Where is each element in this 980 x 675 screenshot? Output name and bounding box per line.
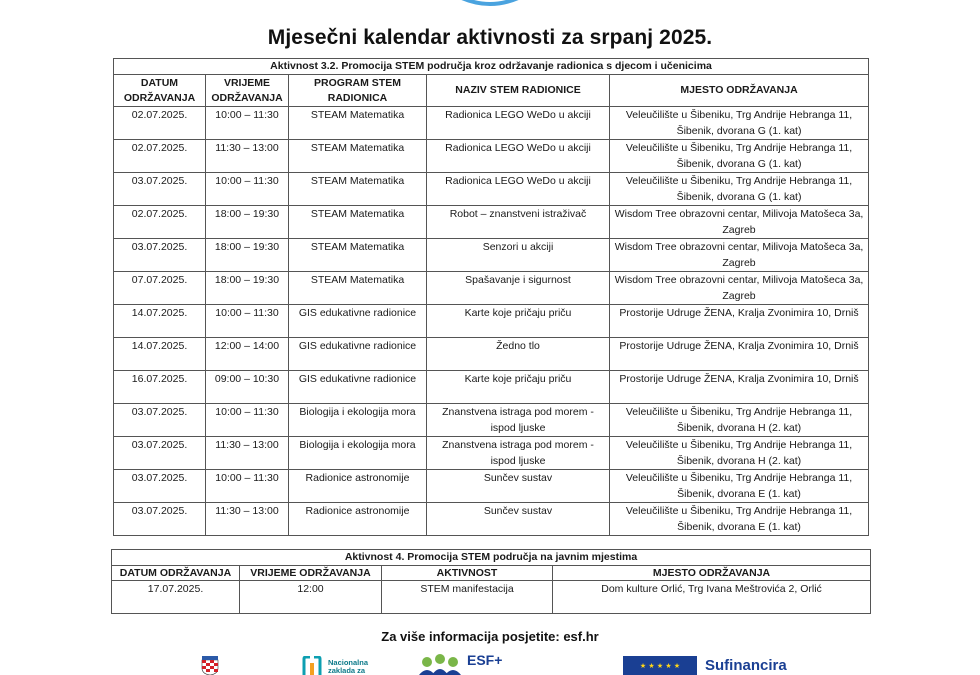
- nacionalna-zaklada-logo: [302, 656, 368, 675]
- table-row: [114, 371, 869, 404]
- column-header-location: MJESTO ODRŽAVANJA: [553, 566, 871, 581]
- table-row: [114, 470, 869, 503]
- date-cell: 14.07.2025.: [114, 305, 206, 338]
- date-cell: 02.07.2025.: [114, 140, 206, 173]
- time-cell: 10:00 – 11:30: [206, 107, 289, 140]
- column-header-date: DATUM ODRŽAVANJA: [114, 75, 206, 107]
- eu-cofunded-label: Sufinancira: [705, 657, 787, 674]
- table-row: [114, 404, 869, 437]
- esf-plus-logo: [419, 654, 502, 675]
- location-cell: Veleučilište u Šibeniku, Trg Andrije Hebranga 11, Šibenik, dvorana H (2. kat): [610, 404, 869, 437]
- table-row: [114, 140, 869, 173]
- activity-cell: STEM manifestacija: [382, 581, 553, 614]
- workshop-name-cell: Sunčev sustav: [427, 503, 610, 536]
- esf-people-icon: [419, 654, 461, 675]
- program-cell: Biologija i ekologija mora: [289, 437, 427, 470]
- table-row: [114, 503, 869, 536]
- time-cell: 12:00 – 14:00: [206, 338, 289, 371]
- program-cell: Radionice astronomije: [289, 503, 427, 536]
- program-cell: STEAM Matematika: [289, 272, 427, 305]
- date-cell: 07.07.2025.: [114, 272, 206, 305]
- location-cell: Prostorije Udruge ŽENA, Kralja Zvonimira 10, Drniš: [610, 305, 869, 338]
- workshop-name-cell: Žedno tlo: [427, 338, 610, 371]
- date-cell: 03.07.2025.: [114, 503, 206, 536]
- location-cell: Veleučilište u Šibeniku, Trg Andrije Hebranga 11, Šibenik, dvorana G (1. kat): [610, 140, 869, 173]
- workshop-name-cell: Radionica LEGO WeDo u akciji: [427, 107, 610, 140]
- date-cell: 03.07.2025.: [114, 470, 206, 503]
- nacionalna-line1: Nacionalna: [328, 658, 369, 667]
- program-cell: STEAM Matematika: [289, 173, 427, 206]
- column-header-location: MJESTO ODRŽAVANJA: [610, 75, 869, 107]
- table-caption: Aktivnost 4. Promocija STEM područja na javnim mjestima: [112, 550, 871, 566]
- location-cell: Veleučilište u Šibeniku, Trg Andrije Hebranga 11, Šibenik, dvorana G (1. kat): [610, 173, 869, 206]
- program-cell: STEAM Matematika: [289, 140, 427, 173]
- coat-of-arms-icon: [201, 656, 219, 675]
- date-cell: 14.07.2025.: [114, 338, 206, 371]
- esf-plus-label: ESF+: [467, 652, 503, 668]
- location-cell: Veleučilište u Šibeniku, Trg Andrije Hebranga 11, Šibenik, dvorana E (1. kat): [610, 503, 869, 536]
- program-cell: Biologija i ekologija mora: [289, 404, 427, 437]
- workshop-schedule-table: [113, 58, 869, 536]
- location-cell: Wisdom Tree obrazovni centar, Milivoja Matošeca 3a, Zagreb: [610, 239, 869, 272]
- location-cell: Veleučilište u Šibeniku, Trg Andrije Hebranga 11, Šibenik, dvorana G (1. kat): [610, 107, 869, 140]
- workshop-name-cell: Znanstvena istraga pod morem - ispod ljuske: [427, 437, 610, 470]
- time-cell: 10:00 – 11:30: [206, 404, 289, 437]
- location-cell: Prostorije Udruge ŽENA, Kralja Zvonimira 10, Drniš: [610, 338, 869, 371]
- workshop-name-cell: Senzori u akciji: [427, 239, 610, 272]
- column-header-time: VRIJEME ODRŽAVANJA: [240, 566, 382, 581]
- location-cell: Prostorije Udruge ŽENA, Kralja Zvonimira 10, Drniš: [610, 371, 869, 404]
- column-header-program: PROGRAM STEM RADIONICA: [289, 75, 427, 107]
- workshop-name-cell: Radionica LEGO WeDo u akciji: [427, 140, 610, 173]
- program-cell: STEAM Matematika: [289, 239, 427, 272]
- workshop-name-cell: Spašavanje i sigurnost: [427, 272, 610, 305]
- table-row: [114, 239, 869, 272]
- eu-flag-icon: [623, 656, 697, 675]
- top-logo-arc: [440, 0, 540, 10]
- public-events-table: [111, 549, 871, 614]
- table-row: [114, 206, 869, 239]
- table-body: [112, 581, 871, 614]
- time-cell: 10:00 – 11:30: [206, 305, 289, 338]
- time-cell: 18:00 – 19:30: [206, 239, 289, 272]
- table-row: [114, 305, 869, 338]
- time-cell: 18:00 – 19:30: [206, 272, 289, 305]
- time-cell: 09:00 – 10:30: [206, 371, 289, 404]
- time-cell: 12:00: [240, 581, 382, 614]
- time-cell: 10:00 – 11:30: [206, 173, 289, 206]
- date-cell: 03.07.2025.: [114, 404, 206, 437]
- table-row: [114, 338, 869, 371]
- column-header-date: DATUM ODRŽAVANJA: [112, 566, 240, 581]
- table-row: [114, 272, 869, 305]
- program-cell: STEAM Matematika: [289, 107, 427, 140]
- time-cell: 18:00 – 19:30: [206, 206, 289, 239]
- location-cell: Veleučilište u Šibeniku, Trg Andrije Hebranga 11, Šibenik, dvorana E (1. kat): [610, 470, 869, 503]
- date-cell: 17.07.2025.: [112, 581, 240, 614]
- page-title: Mjesečni kalendar aktivnosti za srpanj 2025.: [267, 26, 713, 49]
- column-header-activity: AKTIVNOST: [382, 566, 553, 581]
- column-header-workshop-name: NAZIV STEM RADIONICE: [427, 75, 610, 107]
- table-row: [112, 581, 871, 614]
- program-cell: GIS edukativne radionice: [289, 338, 427, 371]
- location-cell: Veleučilište u Šibeniku, Trg Andrije Hebranga 11, Šibenik, dvorana H (2. kat): [610, 437, 869, 470]
- date-cell: 03.07.2025.: [114, 437, 206, 470]
- table-body: [114, 107, 869, 536]
- nacionalna-line2: zaklada za: [328, 666, 366, 675]
- workshop-name-cell: Karte koje pričaju priču: [427, 305, 610, 338]
- more-info-text: Za više informacija posjetite: esf.hr: [381, 629, 599, 644]
- time-cell: 11:30 – 13:00: [206, 437, 289, 470]
- eu-cofunded-logo: [623, 656, 787, 675]
- location-cell: Wisdom Tree obrazovni centar, Milivoja Matošeca 3a, Zagreb: [610, 272, 869, 305]
- workshop-name-cell: Robot – znanstveni istraživač: [427, 206, 610, 239]
- date-cell: 03.07.2025.: [114, 239, 206, 272]
- workshop-name-cell: Karte koje pričaju priču: [427, 371, 610, 404]
- program-cell: STEAM Matematika: [289, 206, 427, 239]
- nacionalna-zaklada-icon: [302, 656, 324, 675]
- program-cell: GIS edukativne radionice: [289, 305, 427, 338]
- location-cell: Wisdom Tree obrazovni centar, Milivoja Matošeca 3a, Zagreb: [610, 206, 869, 239]
- date-cell: 16.07.2025.: [114, 371, 206, 404]
- table-caption: Aktivnost 3.2. Promocija STEM područja kroz održavanje radionica s djecom i učenicima: [114, 59, 869, 75]
- time-cell: 10:00 – 11:30: [206, 470, 289, 503]
- table-row: [114, 107, 869, 140]
- date-cell: 02.07.2025.: [114, 107, 206, 140]
- time-cell: 11:30 – 13:00: [206, 503, 289, 536]
- table-row: [114, 173, 869, 206]
- svg-text:★ ★ ★ ★ ★: ★ ★ ★ ★ ★: [639, 662, 681, 670]
- time-cell: 11:30 – 13:00: [206, 140, 289, 173]
- workshop-name-cell: Sunčev sustav: [427, 470, 610, 503]
- workshop-name-cell: Znanstvena istraga pod morem - ispod ljuske: [427, 404, 610, 437]
- workshop-name-cell: Radionica LEGO WeDo u akciji: [427, 173, 610, 206]
- location-cell: Dom kulture Orlić, Trg Ivana Meštrovića 2, Orlić: [553, 581, 871, 614]
- program-cell: Radionice astronomije: [289, 470, 427, 503]
- date-cell: 03.07.2025.: [114, 173, 206, 206]
- program-cell: GIS edukativne radionice: [289, 371, 427, 404]
- column-header-time: VRIJEME ODRŽAVANJA: [206, 75, 289, 107]
- table-row: [114, 437, 869, 470]
- date-cell: 02.07.2025.: [114, 206, 206, 239]
